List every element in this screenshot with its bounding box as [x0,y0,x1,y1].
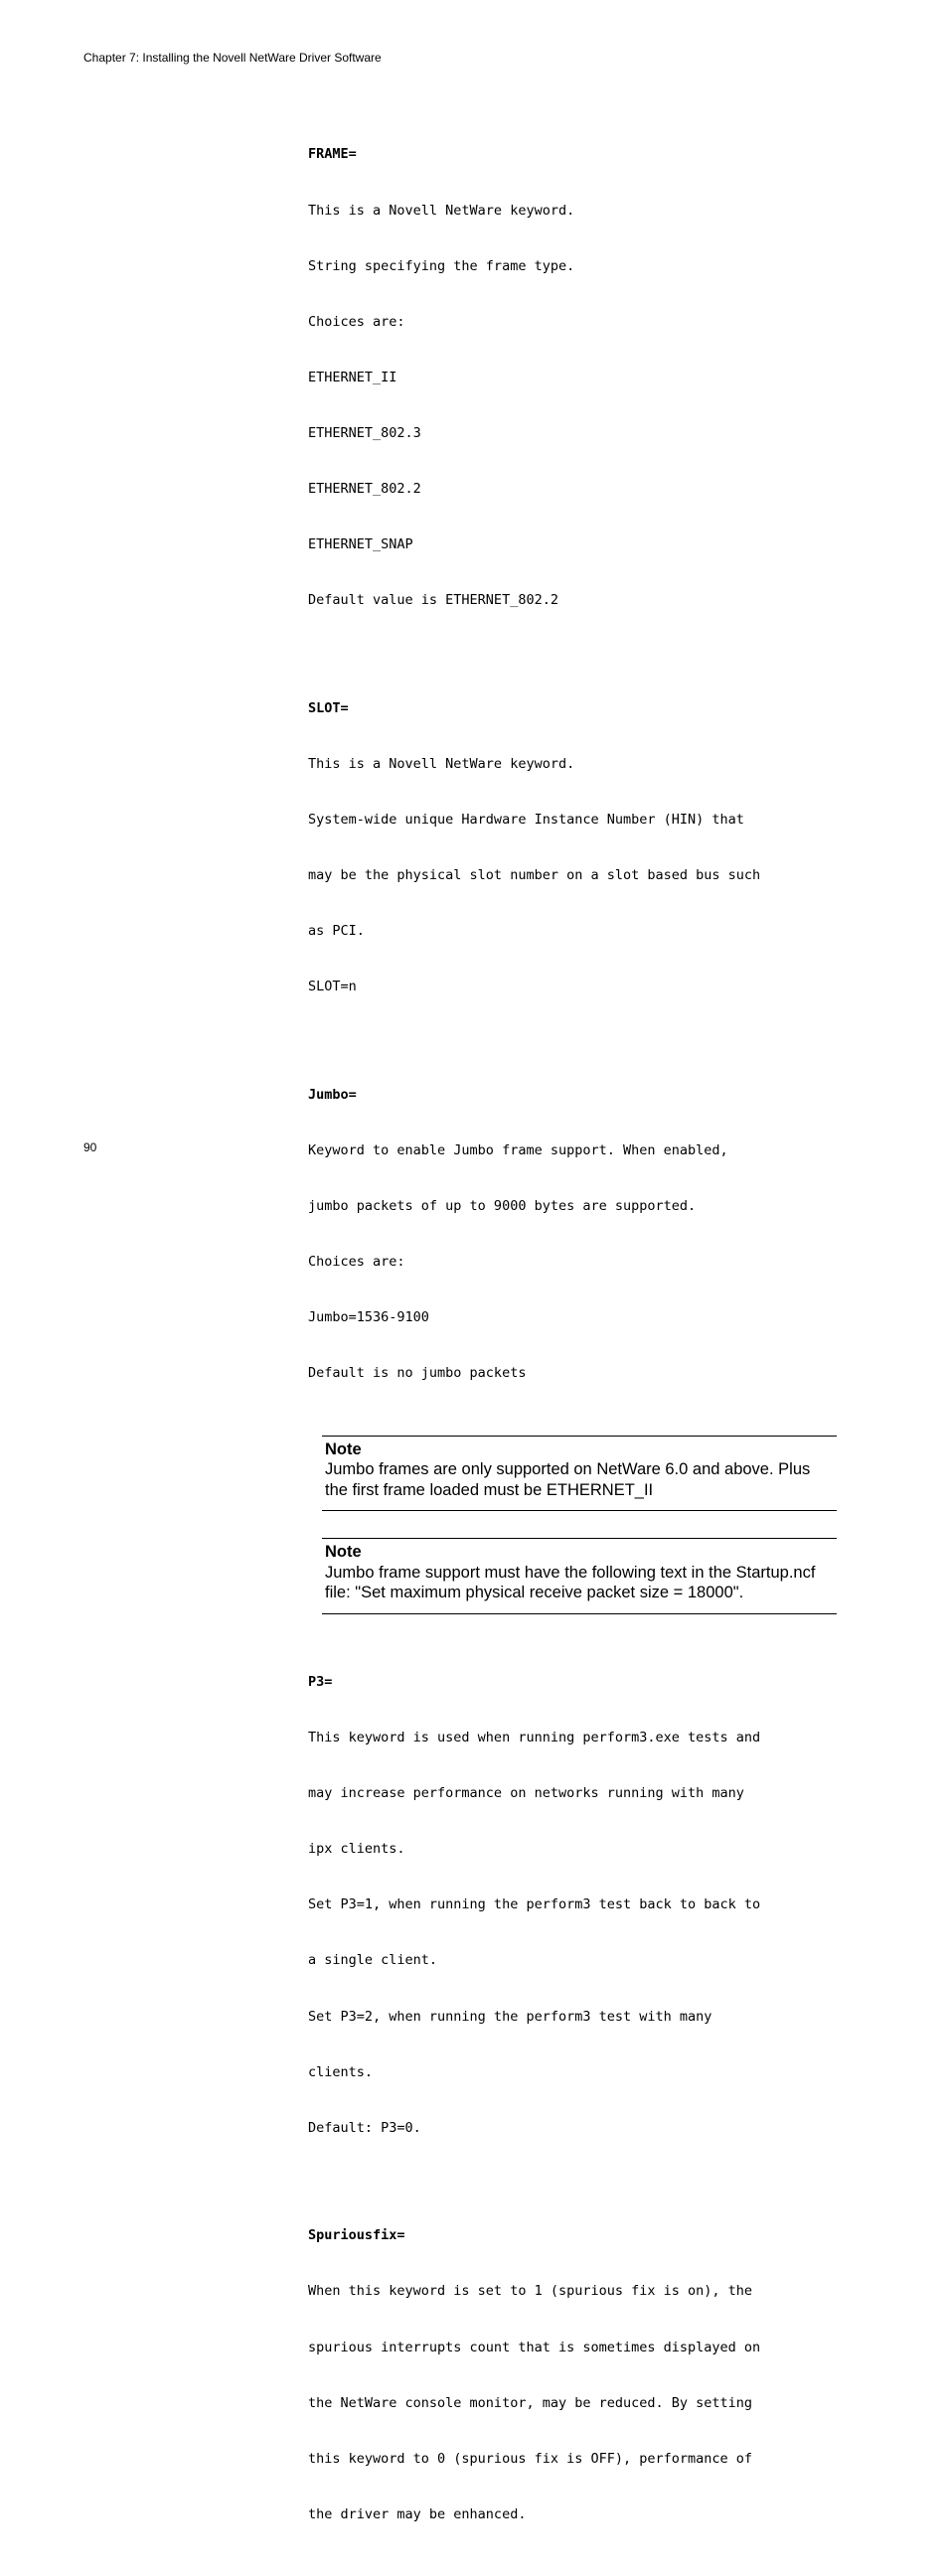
note-title: Note [325,1543,362,1562]
note-line: file: "Set maximum physical receive packet size = 18000". [325,1584,744,1602]
keyword-line: Jumbo=1536-9100 [308,1309,429,1326]
keyword-line: String specifying the frame type. [308,257,575,274]
keyword-line: Set P3=1, when running the perform3 test back to back to [308,1896,761,1913]
keyword-line: ETHERNET_SNAP [308,536,413,553]
keyword-section-p3 [308,1636,845,2175]
keyword-line: When this keyword is set to 1 (spurious fix is on), the [308,2283,753,2300]
keyword-title: Spuriousfix= [308,2227,405,2244]
running-header: Chapter 7: Installing the Novell NetWare Driver Software [83,51,382,65]
keyword-title: Jumbo= [308,1086,357,1103]
keyword-line: Choices are: [308,313,405,330]
keyword-line: jumbo packets of up to 9000 bytes are supported. [308,1198,697,1215]
keyword-line: the NetWare console monitor, may be reduced. By setting [308,2394,753,2411]
page-content [308,108,845,2576]
keyword-line: Default value is ETHERNET_802.2 [308,592,558,609]
note-box-jumbo-frames [322,1436,837,1512]
keyword-line: ETHERNET_II [308,369,397,385]
keyword-line: the driver may be enhanced. [308,2505,527,2522]
keyword-line: may be the physical slot number on a slot based bus such [308,867,761,884]
keyword-line: may increase performance on networks running with many [308,1785,744,1802]
keyword-section-slot [308,662,845,1033]
keyword-line: a single client. [308,1952,438,1969]
keyword-section-frame [308,108,845,647]
keyword-title: SLOT= [308,699,349,716]
keyword-line: ETHERNET_802.3 [308,424,421,441]
keyword-line: clients. [308,2063,374,2080]
note-line: the first frame loaded must be ETHERNET_II [325,1480,654,1499]
keyword-line: Default is no jumbo packets [308,1365,527,1382]
keyword-line: ipx clients. [308,1841,405,1858]
keyword-line: Default: P3=0. [308,2119,421,2136]
keyword-title: FRAME= [308,146,357,163]
note-line: Jumbo frame support must have the following text in the Startup.ncf [325,1563,816,1582]
keyword-line: Keyword to enable Jumbo frame support. When enabled, [308,1141,728,1158]
keyword-line: This is a Novell NetWare keyword. [308,755,575,772]
keyword-line: ETHERNET_802.2 [308,481,421,498]
note-title: Note [325,1440,362,1458]
keyword-line: This keyword is used when running perform3.exe tests and [308,1730,761,1746]
keyword-line: this keyword to 0 (spurious fix is OFF), performance of [308,2450,753,2467]
keyword-line: Choices are: [308,1254,405,1271]
keyword-line: SLOT=n [308,979,357,995]
note-line: Jumbo frames are only supported on NetWare 6.0 and above. Plus [325,1460,811,1479]
keyword-line: Set P3=2, when running the perform3 test with many [308,2008,712,2025]
keyword-section-jumbo [308,1048,845,1420]
keyword-line: as PCI. [308,923,365,940]
note-box-startup-ncf [322,1538,837,1614]
keyword-line: spurious interrupts count that is sometimes displayed on [308,2339,761,2355]
keyword-section-spuriousfix [308,2190,845,2561]
keyword-line: System-wide unique Hardware Instance Number (HIN) that [308,812,744,829]
keyword-title: P3= [308,1673,333,1690]
page-number: 90 [83,1140,97,1154]
keyword-line: This is a Novell NetWare keyword. [308,202,575,219]
